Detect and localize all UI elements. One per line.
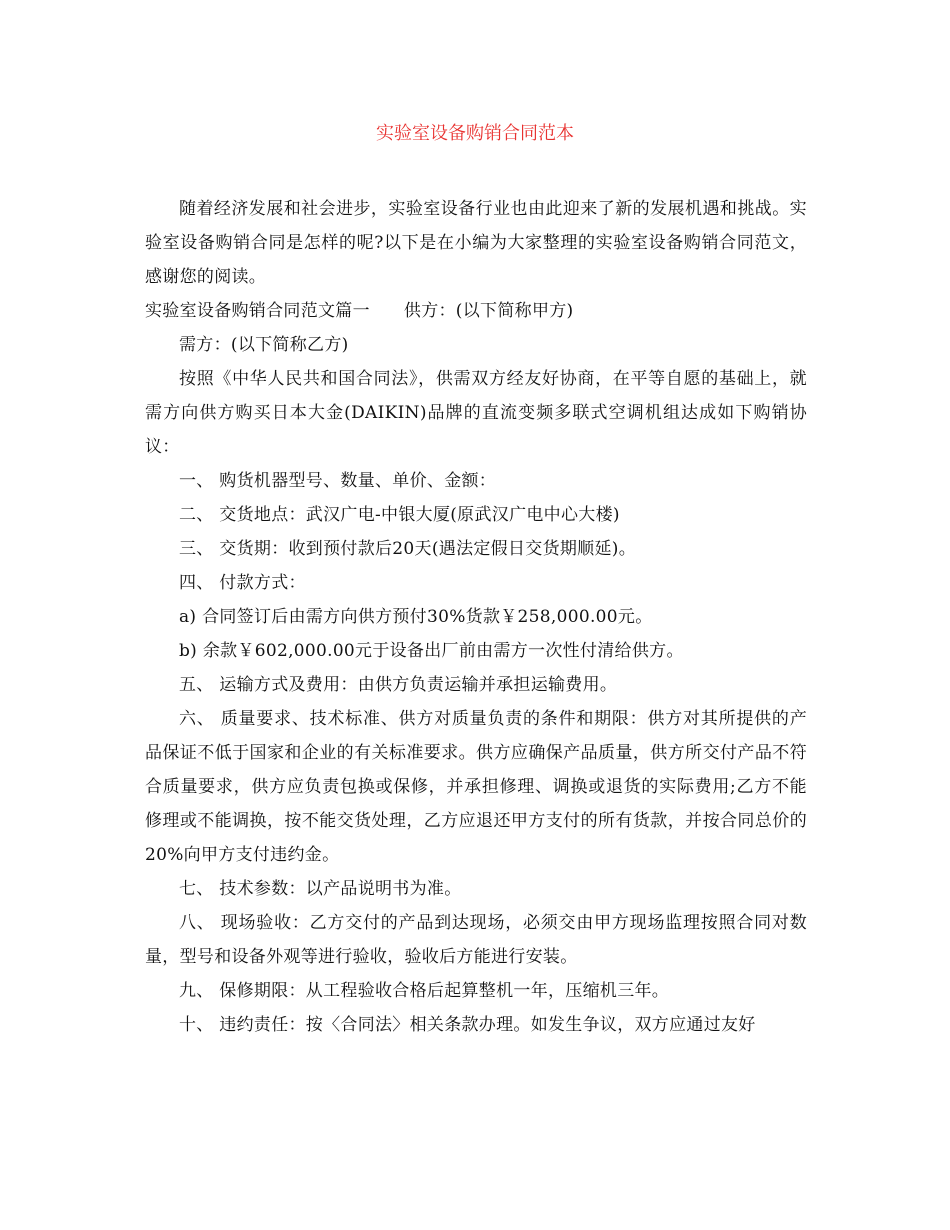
clause-4a: a) 合同签订后由需方向供方预付30%货款￥258,000.00元。 bbox=[179, 607, 653, 627]
section-heading-line bbox=[145, 294, 807, 328]
document-body bbox=[145, 192, 807, 1042]
supplier-line: 供方：(以下简称甲方) bbox=[403, 301, 574, 321]
clause-4: 四、 付款方式： bbox=[179, 573, 306, 593]
clause-2: 二、 交货地点：武汉广电-中银大厦(原武汉广电中心大楼) bbox=[179, 505, 620, 525]
clause-7: 七、 技术参数：以产品说明书为准。 bbox=[179, 879, 462, 899]
clause-4b: b) 余款￥602,000.00元于设备出厂前由需方一次性付清给供方。 bbox=[179, 641, 684, 661]
section-heading: 实验室设备购销合同范文篇一 bbox=[145, 301, 370, 321]
intro-paragraph: 随着经济发展和社会进步，实验室设备行业也由此迎来了新的发展机遇和挑战。实验室设备购销合同是怎样的呢?以下是在小编为大家整理的实验室设备购销合同范文，感谢您的阅读。 bbox=[145, 199, 807, 287]
buyer-line: 需方：(以下简称乙方) bbox=[179, 335, 349, 355]
clause-6: 六、 质量要求、技术标准、供方对质量负责的条件和期限：供方对其所提供的产品保证不低于国家和企业的有关标准要求。供方应确保产品质量，供方所交付产品不符合质量要求，供方应负责包换或保修，并承担修理、调换或退货的实际费用;乙方不能修理或不能调换，按不能交货处理，乙方应退还甲方支付的所有货款，并按合同总价的20%向甲方支付违约金。 bbox=[145, 709, 807, 865]
clause-1: 一、 购货机器型号、数量、单价、金额： bbox=[179, 471, 497, 491]
clause-3: 三、 交货期：收到预付款后20天(遇法定假日交货期顺延)。 bbox=[179, 539, 636, 559]
document-title: 实验室设备购销合同范本 bbox=[376, 123, 574, 144]
clause-5: 五、 运输方式及费用：由供方负责运输并承担运输费用。 bbox=[179, 675, 618, 695]
clause-8: 八、 现场验收：乙方交付的产品到达现场，必须交由甲方现场监理按照合同对数量，型号和设备外观等进行验收，验收后方能进行安装。 bbox=[145, 913, 807, 967]
clause-10: 十、 违约责任：按〈合同法〉相关条款办理。如发生争议，双方应通过友好 bbox=[179, 1015, 756, 1035]
preamble-paragraph: 按照《中华人民共和国合同法》，供需双方经友好协商，在平等自愿的基础上，就需方向供方购买日本大金(DAIKIN)品牌的直流变频多联式空调机组达成如下购销协议： bbox=[145, 369, 807, 457]
clause-9: 九、 保修期限：从工程验收合格后起算整机一年，压缩机三年。 bbox=[179, 981, 670, 1001]
